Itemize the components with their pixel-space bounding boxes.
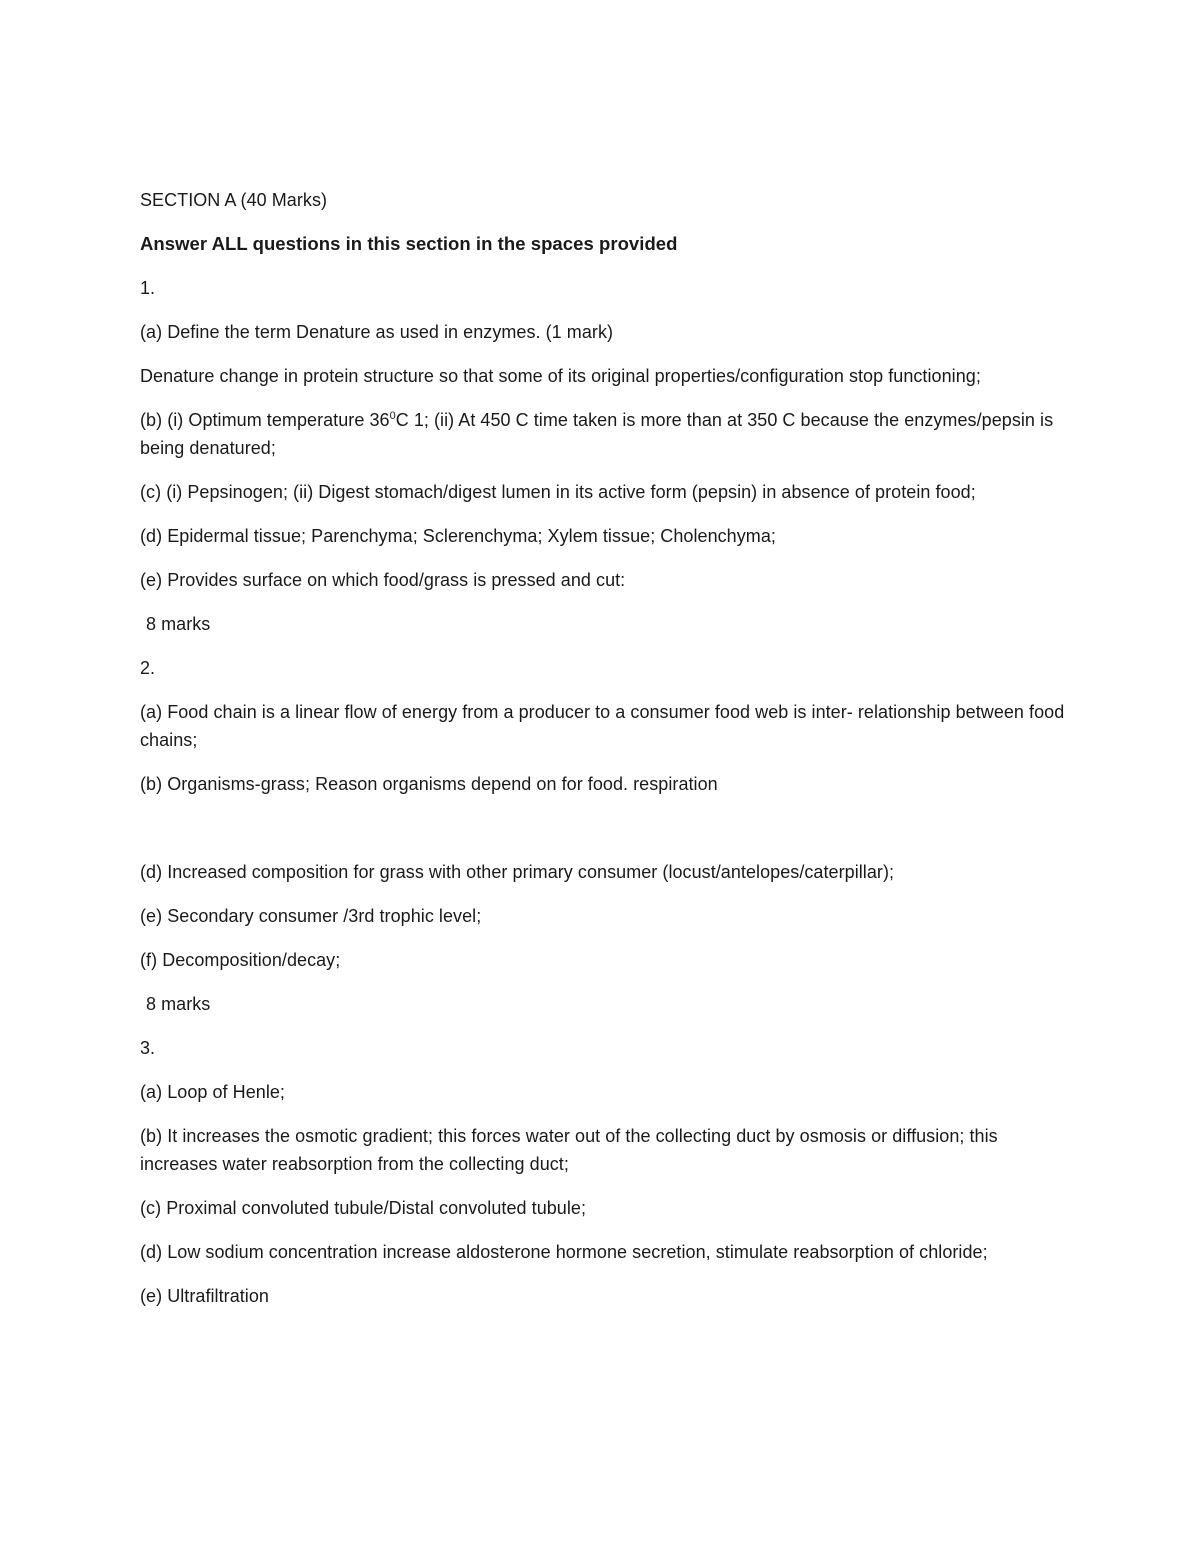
q3-e-answer: (e) Ultrafiltration: [140, 1286, 269, 1306]
q1-b-answer: [140, 406, 1070, 462]
section-instruction: Answer ALL questions in this section in the spaces provided: [140, 233, 678, 254]
q2-e-answer: (e) Secondary consumer /3rd trophic level;: [140, 906, 482, 926]
q2-f-answer: (f) Decomposition/decay;: [140, 950, 341, 970]
document-body: [140, 186, 1070, 1326]
section-title: SECTION A (40 Marks): [140, 190, 328, 210]
q3-b-answer: (b) It increases the osmotic gradient; this forces water out of the collecting duct by osmosis or diffusion; this increases water reabsorption from the collecting duct;: [140, 1126, 998, 1174]
q1-a-answer: Denature change in protein structure so that some of its original properties/configuration stop functioning;: [140, 366, 981, 386]
q2-number: 2.: [140, 658, 156, 678]
q2-d-answer: (d) Increased composition for grass with other primary consumer (locust/antelopes/caterpillar);: [140, 862, 895, 882]
q1-c-answer: (c) (i) Pepsinogen; (ii) Digest stomach/digest lumen in its active form (pepsin) in absence of protein food;: [140, 482, 976, 502]
q1-marks: 8 marks: [146, 614, 211, 634]
q3-number: 3.: [140, 1038, 156, 1058]
q1-number: 1.: [140, 278, 156, 298]
q1-b-part2: C 1; (ii) At 450 C time taken is more than at 350 C because the enzymes/pepsin is being denatured;: [140, 410, 1054, 458]
q1-e-answer: (e) Provides surface on which food/grass is pressed and cut:: [140, 570, 626, 590]
blank-spacer: [140, 814, 1070, 858]
q1-b-superscript: 0: [389, 410, 396, 422]
q2-b-answer: (b) Organisms-grass; Reason organisms depend on for food. respiration: [140, 774, 718, 794]
q1-a-question: (a) Define the term Denature as used in enzymes. (1 mark): [140, 322, 614, 342]
q2-a-answer: (a) Food chain is a linear flow of energy from a producer to a consumer food web is inter- relationship between food chains;: [140, 702, 1065, 750]
q2-marks: 8 marks: [146, 994, 211, 1014]
q3-a-answer: (a) Loop of Henle;: [140, 1082, 285, 1102]
q3-c-answer: (c) Proximal convoluted tubule/Distal convoluted tubule;: [140, 1198, 587, 1218]
q1-d-answer: (d) Epidermal tissue; Parenchyma; Sclerenchyma; Xylem tissue; Cholenchyma;: [140, 526, 776, 546]
q1-b-part1: (b) (i) Optimum temperature 36: [140, 410, 390, 430]
q3-d-answer: (d) Low sodium concentration increase aldosterone hormone secretion, stimulate reabsorption of chloride;: [140, 1242, 988, 1262]
